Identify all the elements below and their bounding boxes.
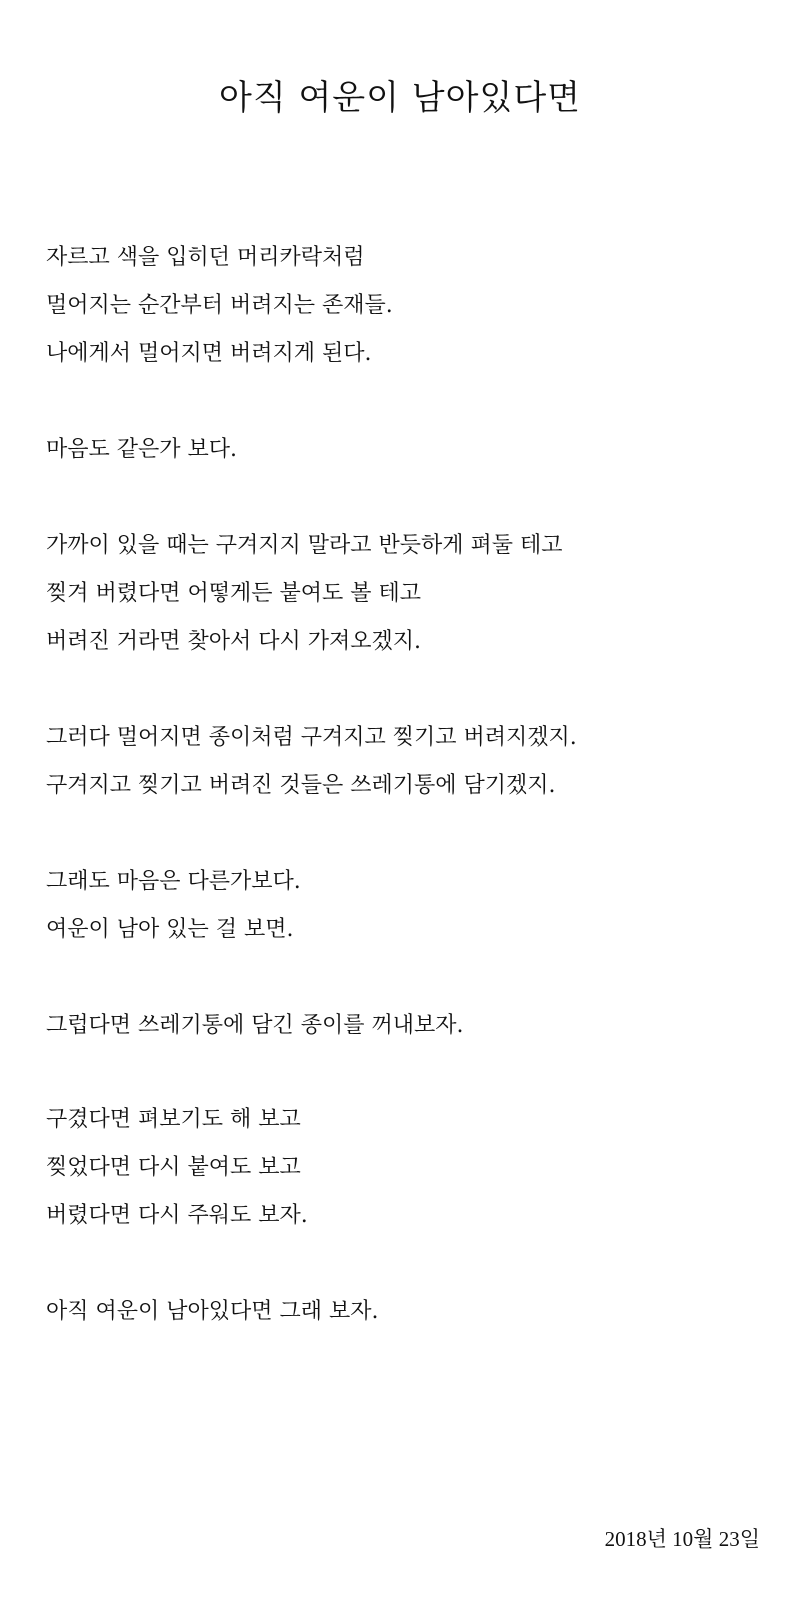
- poem-line: 구겨지고 찢기고 버려진 것들은 쓰레기통에 담기겠지.: [46, 773, 556, 798]
- date-signature: 2018년 10월 23일: [604, 1527, 760, 1551]
- poem-line: 찢었다면 다시 붙여도 보고: [46, 1155, 301, 1180]
- stanza-8: [46, 1288, 379, 1336]
- poem-line: 멀어지는 순간부터 버려지는 존재들.: [46, 293, 393, 318]
- page-title: 아직 여운이 남아있다면: [218, 78, 582, 118]
- stanza-1: [46, 234, 393, 378]
- stanza-7: [46, 1096, 308, 1240]
- poem-line: 나에게서 멀어지면 버려지게 된다.: [46, 341, 372, 366]
- poem-line: 마음도 같은가 보다.: [46, 437, 237, 462]
- poem-line: 그래도 마음은 다른가보다.: [46, 869, 301, 894]
- stanza-6: [46, 1002, 464, 1050]
- poem-line: 그럽다면 쓰레기통에 담긴 종이를 꺼내보자.: [46, 1013, 464, 1038]
- stanza-3: [46, 522, 563, 666]
- poem-line: 아직 여운이 남아있다면 그래 보자.: [46, 1299, 379, 1324]
- poem-line: 자르고 색을 입히던 머리카락처럼: [46, 245, 365, 270]
- poem-line: 가까이 있을 때는 구겨지지 말라고 반듯하게 펴둘 테고: [46, 533, 563, 558]
- stanza-4: [46, 714, 577, 810]
- poem-line: 찢겨 버렸다면 어떻게든 붙여도 볼 테고: [46, 581, 421, 606]
- poem-line: 그러다 멀어지면 종이처럼 구겨지고 찢기고 버려지겠지.: [46, 725, 577, 750]
- stanza-2: [46, 426, 237, 474]
- poem-line: 여운이 남아 있는 걸 보면.: [46, 917, 294, 942]
- stanza-5: [46, 858, 301, 954]
- poem-line: 버려진 거라면 찾아서 다시 가져오겠지.: [46, 629, 421, 654]
- poem-line: 버렸다면 다시 주워도 보자.: [46, 1203, 308, 1228]
- poem-line: 구겼다면 펴보기도 해 보고: [46, 1107, 301, 1132]
